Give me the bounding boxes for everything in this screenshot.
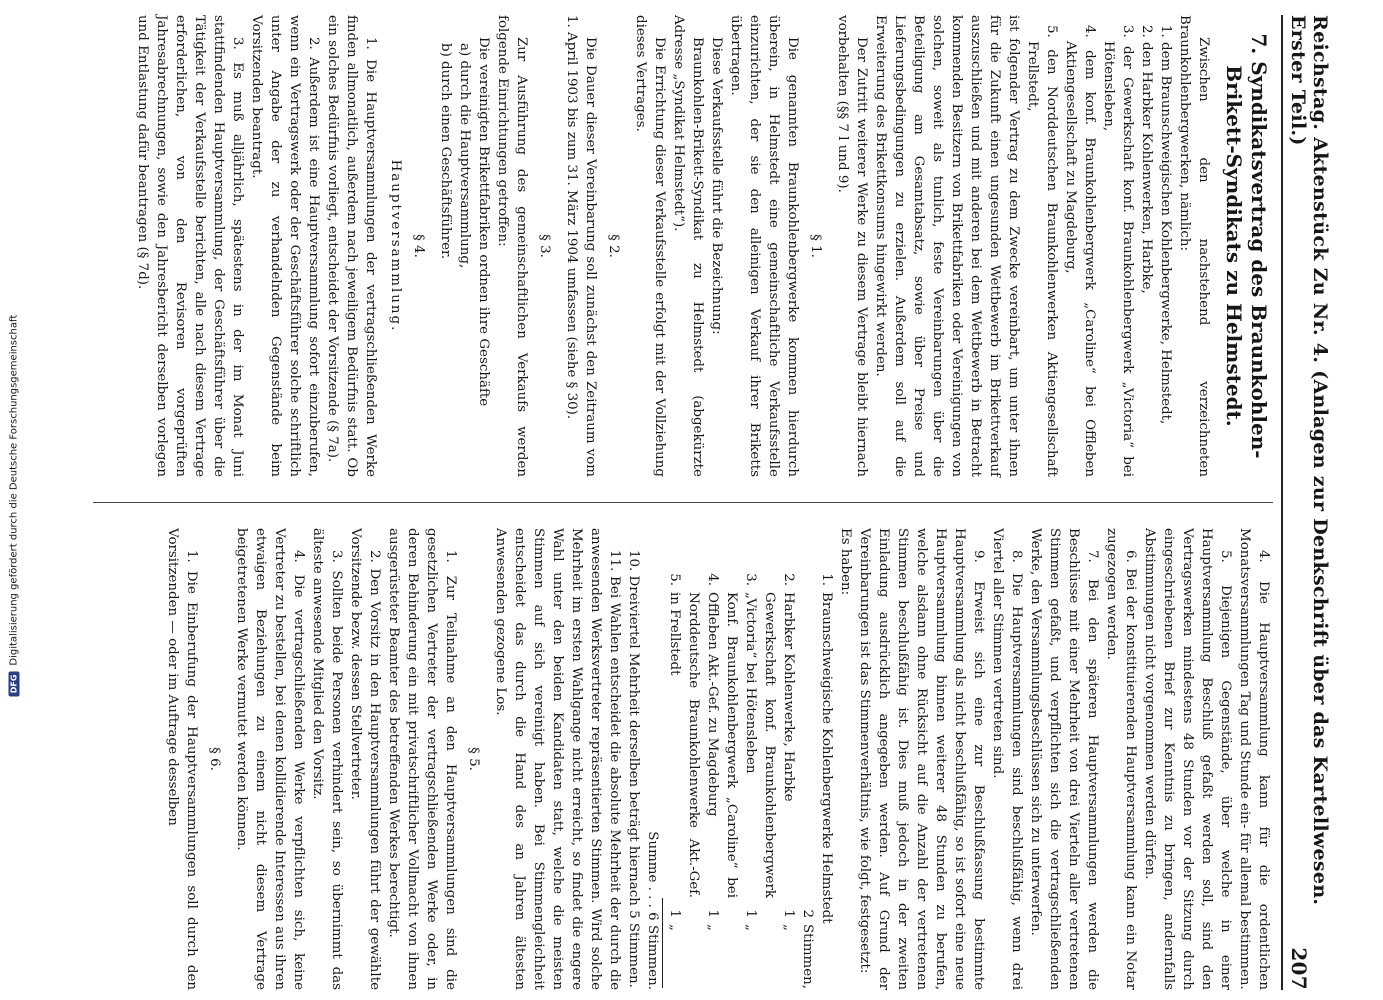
paragraph: 3. Es muß alljährlich, spätestens in der im Monat Juni stattfindenden Hauptversammlung, der Geschäftsführer über die Tätigkeit der Verkaufsstelle berichten, alle nach diesem Vertrage erforderlichen, von den Revisoren vorgeprüften Jahresabrechnungen, sowie den Jahresbericht derselben vorlegen und Entlastung dafür beantragen (§ 7d).	[135, 15, 245, 477]
column-divider	[93, 502, 1273, 503]
vote-row	[703, 528, 741, 990]
vote-label: Norddeutsche Braunkohlenwerke Akt.-Gef. in Frellstedt	[667, 592, 701, 898]
paragraph: 1. Die Einberufung der Hauptversammlungen soll durch den Vorsitzenden — oder im Auftrage desselben	[165, 528, 199, 990]
document-title: 7. Syndikatsvertrag des Braunkohlen-Brikett-Syndikats zu Helmstedt.	[1222, 33, 1271, 459]
paragraph: Der Zutritt weiterer Werke zu diesem Vertrage bleibt hiernach vorbehalten (§§ 7 l und 9).	[835, 15, 869, 477]
section-heading: § 3.	[537, 234, 552, 258]
paragraph: 5. Diejenigen Gegenstände, über welche in einer Hauptversammlung Beschluß gefaßt werden soll, sind den Vertragswerken mindestens 48 Stunden vor der Sitzung durch eingeschriebenen Brief zur Kenntnis zu bringen, andernfalls Abstimmungen nicht vorgenommen werden dürfen.	[1142, 528, 1233, 990]
left-column	[133, 15, 1273, 477]
section-heading: § 6.	[207, 747, 222, 771]
paragraph: Es haben:	[838, 528, 853, 596]
vote-label: Harbker Kohlenwerke, Harbke	[781, 592, 796, 802]
paragraph: 2. Den Vorsitz in den Hauptversammlungen führt der gewählte Vorsitzende bezw. dessen Stellvertreter.	[348, 528, 382, 990]
vote-unit: „	[705, 924, 720, 931]
paragraph: Die vereinigten Brikettfabriken ordnen ihre Geschäfte	[476, 37, 491, 407]
vote-label: Gewerkschaft konf. Braunkohlenbergwerk „Victoria“ bei Hötensleben	[743, 592, 777, 898]
paragraph: 4. Die vertragschließenden Werke verpflichten sich, keine Vertreter zu bestellen, bei denen kollidierende Interessen aus ihren etwaigen Beziehungen zu einem nicht diesem Vertrage beigetretenen Werke vermutet werden können.	[234, 528, 306, 990]
member-item: 3. der Gewerkschaft konf. Braunkohlenbergwerk „Victoria“ bei Hötensleben,	[1101, 25, 1135, 477]
vote-value: 1	[743, 909, 758, 918]
list-item: a) durch die Hauptversammlung,	[457, 43, 472, 269]
vote-row	[817, 528, 836, 990]
vote-row	[665, 528, 703, 990]
paragraph: 9. Erweist sich eine zur Beschlußfassung bestimmte Hauptversammlung als nicht beschlußfähig, so ist sofort eine neue Hauptversammlung binnen weiterer 48 Stunden zu berufen, welche alsdann ohne Rücksicht auf die Anzahl der vertretenen Stimmen beschlußfähig ist. Dies muß jedoch in der zweiten Einladung ausdrücklich angegeben werden. Auf Grund der Vereinbarungen ist das Stimmenverhältnis, wie folgt, festgesetzt:	[857, 528, 986, 990]
banner-text: Digitalisierung gefördert durch die Deutsche Forschungsgemeinschaft	[8, 314, 20, 666]
vote-label: Braunschweigische Kohlenbergwerke Helmstedt	[819, 592, 834, 924]
section-heading: § 5.	[466, 747, 481, 771]
paragraph: 6. Bei der konstituierenden Hauptversammlung kann ein Notar zugezogen werden.	[1104, 528, 1138, 990]
vote-number: 1.	[819, 573, 834, 586]
running-head: Reichstag. Aktenstück Zu Nr. 4. (Anlagen zur Denkschrift über das Kartellwesen. Erster Teil.)	[1287, 15, 1331, 906]
vote-number: 2.	[781, 573, 796, 586]
vote-unit: „	[781, 924, 796, 931]
sum-text: Summe . . . 6 Stimmen.	[645, 831, 660, 990]
member-item: 5. den Norddeutschen Braunkohlenwerken Aktiengesellschaft Frellstedt,	[1025, 25, 1059, 477]
paragraph: Zwischen den nachstehend verzeichneten Braunkohlenbergwerken, nämlich:	[1177, 15, 1211, 477]
vote-row	[779, 528, 798, 990]
header-rule	[1281, 15, 1283, 990]
vote-label: Konf. Braunkohlenbergwerk „Caroline“ bei Offleben Akt.-Gef. zu Magdeburg	[705, 592, 739, 898]
section-heading: § 1.	[808, 234, 823, 258]
paragraph: Die Dauer dieser Vereinbarung soll zunächst den Zeitraum vom 1. April 1903 bis zum 31. März 1904 umfassen (siehe § 30).	[564, 15, 598, 477]
paragraph: 8. Die Hauptversammlungen sind beschlußfähig, wenn drei Viertel aller Stimmen vertreten sind.	[990, 528, 1024, 990]
document-page	[80, 15, 1331, 990]
paragraph: 1. Zur Teilnahme an den Hauptversammlungen sind die gesetzlichen Vertreter der vertragschließenden Werke oder, in deren Behinderung ein mit privatschriftlicher Vollmacht von ihnen ausgerüsteter Beamter des betreffenden Werkes berechtigt.	[386, 528, 458, 990]
section-heading: § 2.	[606, 234, 621, 258]
paragraph: 4. Die Hauptversammlung kann für die ordentlichen Monatsversammlungen Tag und Stunde ein- für allemal bestimmen.	[1237, 528, 1271, 990]
digitization-banner	[0, 0, 28, 1000]
paragraph: 2. Außerdem ist eine Hauptversammlung sofort einzuberufen, wenn ein Vertragswerk oder der Geschäftsführer solche schriftlich unter Angabe der zu verhandelnden Gegenstände beim Vorsitzenden beantragt.	[249, 15, 321, 477]
vote-value: 1	[667, 909, 682, 918]
page-header	[1287, 15, 1331, 990]
vote-sum	[643, 528, 662, 990]
vote-row	[798, 528, 817, 990]
member-item: 1. dem Braunschweigischen Kohlenbergwerke, Helmstedt,	[1158, 25, 1173, 425]
paragraph: Diese Verkaufsstelle führt die Bezeichnung:	[709, 37, 724, 335]
vote-unit: Stimmen,	[800, 924, 815, 990]
vote-value: 1	[705, 909, 720, 918]
paragraph: ist folgender Vertrag zu dem Zwecke vereinbart, um unter ihnen für die Zukunft einen ungesunden Wettbewerb im Brikettverkauf auszuschließen und mit anderen bei dem Wettbewerb in Betracht kommenden Besitzern von Brikettfabriken oder Vereinigungen von solchen, soweit als tunlich, feste Vereinbarungen über die Beteiligung am Gesamtabsatz, sowie über Preise und Lieferungsbedingungen zu erzielen. Außerdem soll auf die Erweiterung des Brikettkonsums hingewirkt werden.	[873, 15, 1021, 477]
paragraph: Braunkohlen-Brikett-Syndikat zu Helmstedt (abgekürzte Adresse „Syndikat Helmstedt“).	[671, 15, 705, 477]
vote-row	[741, 528, 779, 990]
vote-unit: „	[667, 924, 682, 931]
member-item: 4. dem konf. Braunkohlenbergwerk „Caroline“ bei Offleben Aktiengesellschaft zu Magdeburg,	[1063, 25, 1097, 477]
paragraph: 3. Sollten beide Personen verhindert sein, so übernimmt das älteste anwesende Mitglied den Vorsitz.	[310, 528, 344, 990]
vote-number: 4.	[705, 573, 720, 586]
paragraph: Die genannten Braunkohlenbergwerke kommen hierdurch überein, in Helmstedt eine gemeinschaftliche Verkaufsstelle einzurichten, der sie den alleinigen Verkauf ihrer Briketts übertragen.	[728, 15, 800, 477]
vote-value: 2	[800, 909, 815, 918]
paragraph: Zur Ausführung des gemeinschaftlichen Verkaufs werden folgende Einrichtungen getroffen:	[495, 15, 529, 477]
sum-rule	[662, 898, 663, 988]
vote-number: 5.	[667, 573, 682, 586]
right-column	[163, 528, 1273, 990]
paragraph: Die Errichtung dieser Verkaufsstelle erfolgt mit der Vollziehung dieses Vertrages.	[633, 15, 667, 477]
page-number: 207	[1287, 947, 1311, 990]
paragraph: 11. Bei Wahlen entscheidet die absolute Mehrheit der durch die anwesenden Werksvertreter repräsentierten Stimmen. Wird solche Mehrheit im ersten Wahlgange nicht erreicht, so findet die engere Wahl unter den beiden Kandidaten statt, welche die meisten Stimmen auf sich vereinigt haben. Bei Stimmengleichheit entscheidet das durch die Hand des an Jahren ältesten Anwesenden gezogene Los.	[493, 528, 622, 990]
member-item: 2. den Harbker Kohlenwerken, Harbke,	[1139, 25, 1154, 294]
vote-value: 1	[781, 909, 796, 918]
dfg-logo: DFG	[9, 672, 20, 697]
section-title: Hauptversammlung.	[388, 159, 403, 333]
paragraph: 7. Bei den späteren Hauptversammlungen werden die Beschlüsse mit einer Mehrheit von drei Vierteln aller vertretenen Stimmen gefaßt, und verpflichten sich die vertragschließenden Werke, den Versammlungsbeschlüssen sich zu unterwerfen.	[1028, 528, 1100, 990]
paragraph: 1. Die Hauptversammlungen der vertragschließenden Werke finden allmonatlich, außerdem nach jeweiligem Bedürfnis statt. Ob ein solches Bedürfnis vorliegt, entscheidet der Vorsitzende (§ 7a).	[325, 15, 378, 477]
section-heading: § 4.	[411, 234, 426, 258]
paragraph: 10. Dreiviertel Mehrheit derselben beträgt hiernach 5 Stimmen.	[626, 550, 641, 988]
list-item: b) durch einen Geschäftsführer.	[438, 43, 453, 260]
vote-number: 3.	[743, 573, 758, 586]
vote-unit: „	[743, 924, 758, 931]
